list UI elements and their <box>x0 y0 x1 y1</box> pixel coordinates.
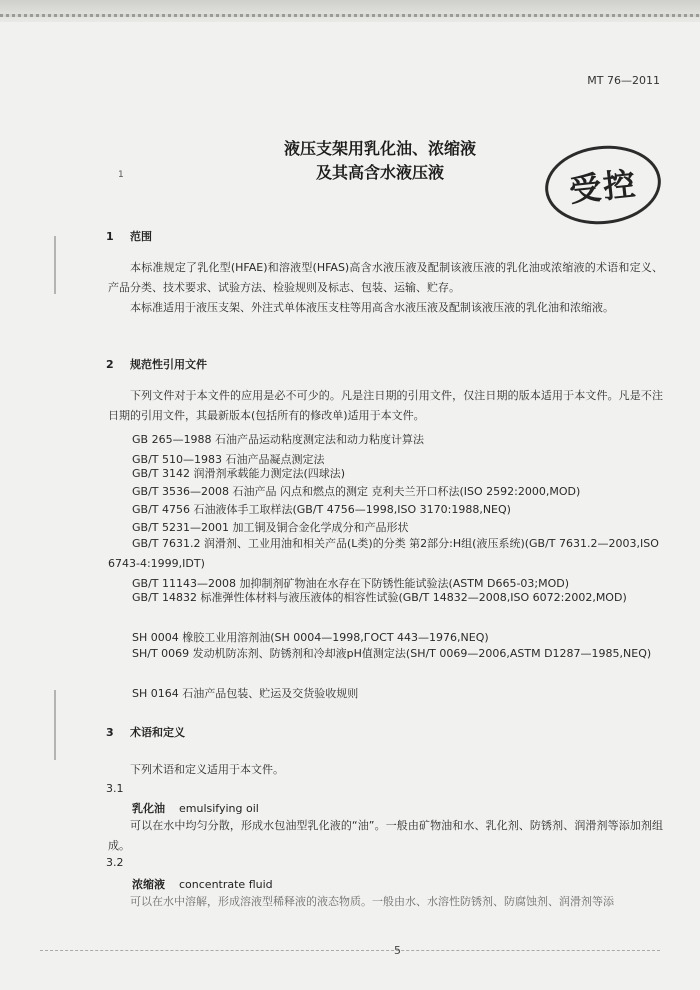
section-3-heading: 3 术语和定义 <box>106 726 185 739</box>
page-number: 5 <box>394 944 401 957</box>
reference-item: GB/T 11143—2008 加抑制剂矿物油在水存在下防锈性能试验法(ASTM D665-03;MOD) <box>132 577 570 590</box>
section-1-heading: 1 范围 <box>106 230 152 243</box>
clause-number: 3.1 <box>106 782 124 795</box>
section-2-intro: 下列文件对于本文件的应用是必不可少的。凡是注日期的引用文件，仅注日期的版本适用于本文件。凡是不注日期的引用文件，其最新版本(包括所有的修改单)适用于本文件。 <box>108 389 663 422</box>
reference-item: GB/T 3536—2008 石油产品 闪点和燃点的测定 克利夫兰开口杯法(ISO 2592:2000,MOD) <box>132 485 581 498</box>
term-concentrate-fluid: 浓缩液 concentrate fluid <box>132 878 273 891</box>
document-title-line1: 液压支架用乳化油、浓缩液 <box>283 139 476 158</box>
term-emulsifying-oil: 乳化油 emulsifying oil <box>132 802 259 815</box>
section-1-paragraph-1: 本标准规定了乳化型(HFAE)和溶液型(HFAS)高含水液压液及配制该液压液的乳化油或浓缩液的术语和定义、产品分类、技术要求、试验方法、检验规则及标志、包装、运输、贮存。 <box>108 261 663 294</box>
standard-number: MT 76—2011 <box>587 74 660 87</box>
term-definition-2: 可以在水中溶解，形成溶液型稀释液的液态物质。一般由水、水溶性防锈剂、防腐蚀剂、润滑剂等添 <box>130 895 614 908</box>
document-title-line2: 及其高含水液压液 <box>315 163 444 182</box>
reference-item: GB/T 3142 润滑剂承载能力测定法(四球法) <box>132 467 346 480</box>
scan-artifact-line <box>0 14 700 17</box>
scan-mark: 1 <box>118 170 124 180</box>
reference-item: SH 0164 石油产品包装、贮运及交货验收规则 <box>132 687 359 700</box>
reference-item: SH/T 0069 发动机防冻剂、防锈剂和冷却液pH值测定法(SH/T 0069—2006,ASTM D1287—1985,NEQ) <box>132 647 652 660</box>
controlled-stamp <box>541 140 665 230</box>
term-definition-1: 可以在水中均匀分散，形成水包油型乳化液的“油”。一般由矿物油和水、乳化剂、防锈剂、润滑剂等添加剂组成。 <box>108 819 663 852</box>
scan-top-strip <box>0 0 700 22</box>
clause-number: 3.2 <box>106 856 124 869</box>
reference-item: GB/T 510—1983 石油产品凝点测定法 <box>132 453 325 466</box>
footer-line <box>40 950 660 952</box>
reference-item: GB/T 5231—2001 加工铜及铜合金化学成分和产品形状 <box>132 521 409 534</box>
section-3-intro: 下列术语和定义适用于本文件。 <box>130 763 284 776</box>
stamp-text: 受控 <box>567 164 640 210</box>
scan-margin-mark <box>54 690 56 760</box>
scan-margin-mark <box>54 236 56 294</box>
section-1-paragraph-2: 本标准适用于液压支架、外注式单体液压支柱等用高含水液压液及配制该液压液的乳化油和浓缩液。 <box>130 301 614 314</box>
section-2-heading: 2 规范性引用文件 <box>106 358 207 371</box>
reference-item: SH 0004 橡胶工业用溶剂油(SH 0004—1998,ГОСТ 443—1976,NEQ) <box>132 631 489 644</box>
reference-item: GB 265—1988 石油产品运动粘度测定法和动力粘度计算法 <box>132 433 425 446</box>
reference-item: GB/T 7631.2 润滑剂、工业用油和相关产品(L类)的分类 第2部分:H组(液压系统)(GB/T 7631.2—2003,ISO 6743-4:1999,IDT) <box>108 537 659 570</box>
reference-item: GB/T 14832 标准弹性体材料与液压液体的相容性试验(GB/T 14832—2008,ISO 6072:2002,MOD) <box>132 591 627 604</box>
reference-item: GB/T 4756 石油液体手工取样法(GB/T 4756—1998,ISO 3170:1988,NEQ) <box>132 503 511 516</box>
